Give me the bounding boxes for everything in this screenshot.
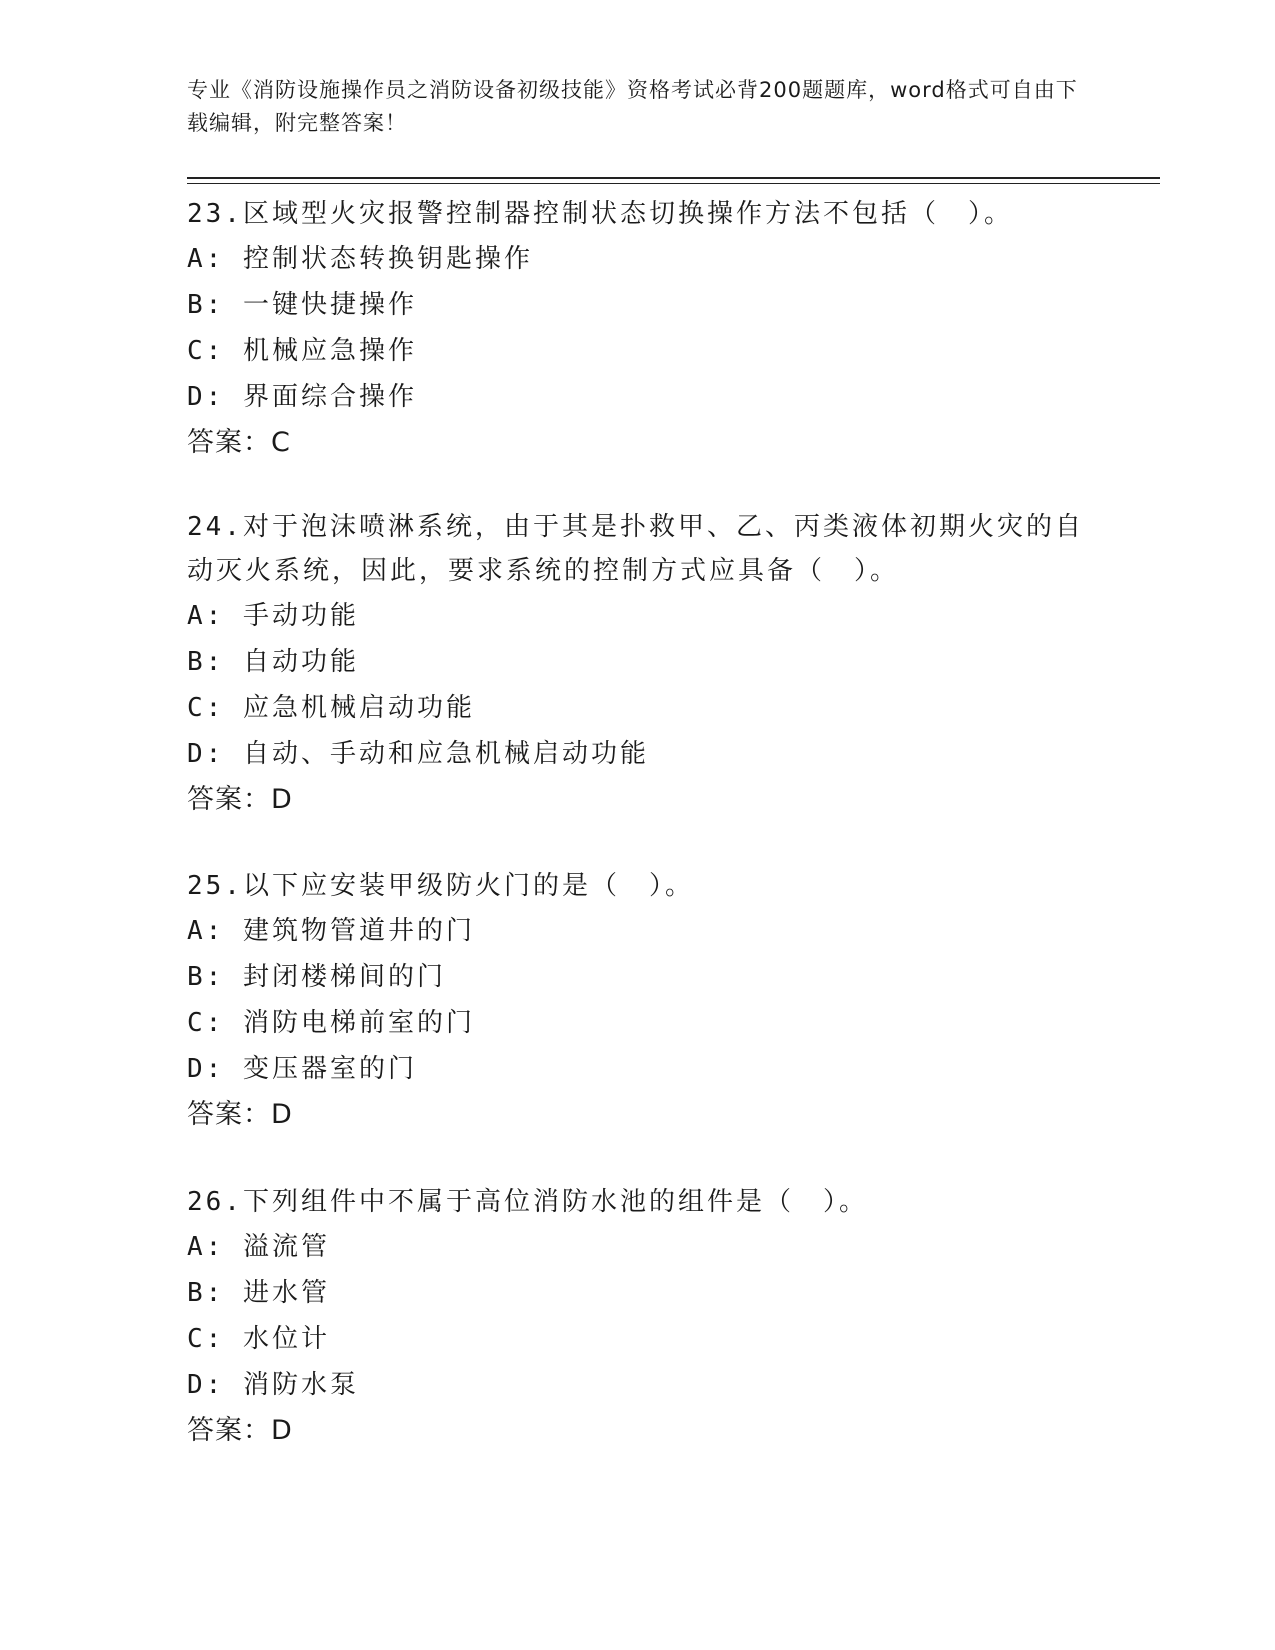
- header-divider-thin: [187, 183, 1160, 184]
- question-26: [187, 1180, 1087, 1454]
- option-b: B: 自动功能: [187, 647, 359, 677]
- option-a: A: 控制状态转换钥匙操作: [187, 244, 533, 274]
- answer: 答案：D: [187, 784, 293, 815]
- question-25: [187, 864, 1087, 1138]
- option-b: B: 封闭楼梯间的门: [187, 962, 446, 992]
- option-d: D: 界面综合操作: [187, 382, 417, 412]
- option-b: B: 一键快捷操作: [187, 290, 417, 320]
- header-text: 专业《消防设施操作员之消防设备初级技能》资格考试必背200题题库，word格式可自由下载编辑，附完整答案！: [187, 78, 1078, 135]
- option-a: A: 建筑物管道井的门: [187, 916, 475, 946]
- question-23: [187, 192, 1087, 466]
- question-stem: 26.下列组件中不属于高位消防水池的组件是（ ）。: [187, 1187, 868, 1217]
- option-a: A: 手动功能: [187, 601, 359, 631]
- option-d: D: 变压器室的门: [187, 1054, 417, 1084]
- question-stem: 24.对于泡沫喷淋系统，由于其是扑救甲、乙、丙类液体初期火灾的自动灭火系统，因此，要求系统的控制方式应具备（ ）。: [187, 512, 1084, 586]
- option-c: C: 机械应急操作: [187, 336, 417, 366]
- option-a: A: 溢流管: [187, 1232, 330, 1262]
- header-divider: [187, 177, 1160, 179]
- option-d: D: 消防水泵: [187, 1370, 359, 1400]
- option-b: B: 进水管: [187, 1278, 330, 1308]
- answer: 答案：C: [187, 427, 291, 458]
- option-d: D: 自动、手动和应急机械启动功能: [187, 739, 649, 769]
- question-24: [187, 505, 1087, 823]
- answer: 答案：D: [187, 1415, 293, 1446]
- option-c: C: 水位计: [187, 1324, 330, 1354]
- option-c: C: 应急机械启动功能: [187, 693, 475, 723]
- document-header: [187, 74, 1087, 140]
- question-stem: 23.区域型火灾报警控制器控制状态切换操作方法不包括（ ）。: [187, 199, 1013, 229]
- answer: 答案：D: [187, 1099, 293, 1130]
- option-c: C: 消防电梯前室的门: [187, 1008, 475, 1038]
- question-stem: 25.以下应安装甲级防火门的是（ ）。: [187, 871, 694, 901]
